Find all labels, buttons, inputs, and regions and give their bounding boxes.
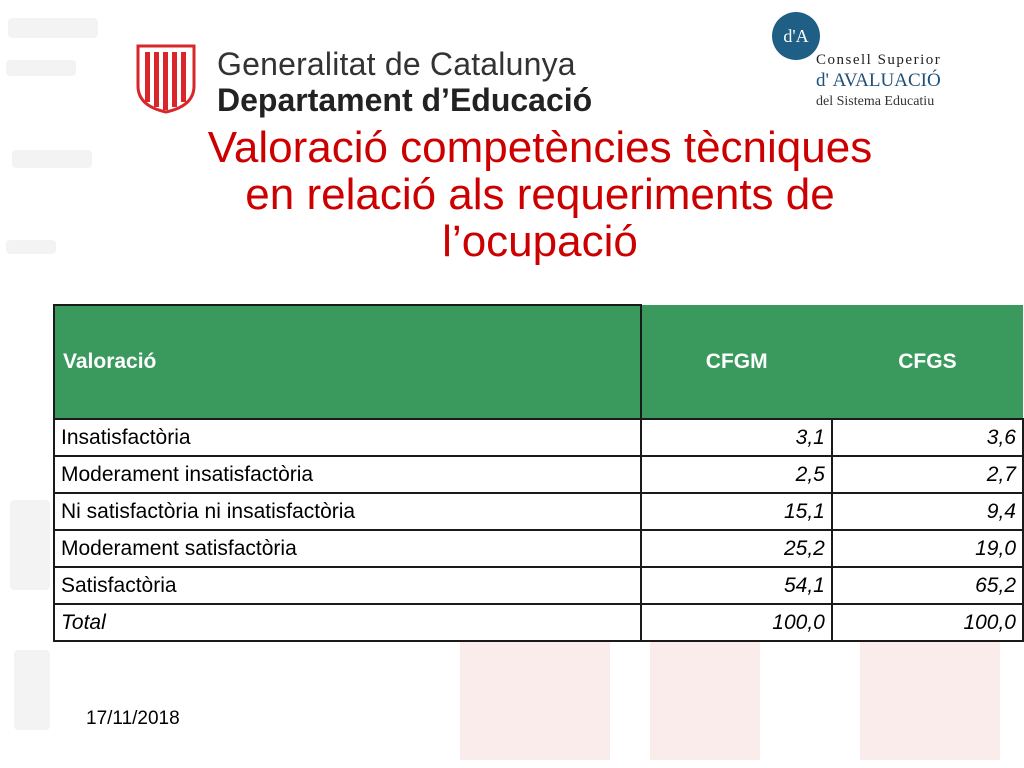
slide-date: 17/11/2018 — [86, 708, 180, 729]
row-label: Ni satisfactòria ni insatisfactòria — [54, 493, 641, 530]
cfgs-value: 2,7 — [832, 456, 1023, 493]
table-row — [54, 419, 1023, 456]
total-label: Total — [54, 604, 641, 641]
cfgm-value: 2,5 — [641, 456, 832, 493]
department-name: Departament d’Educació — [217, 82, 593, 118]
row-label: Moderament satisfactòria — [54, 530, 641, 567]
cfgs-value: 65,2 — [832, 567, 1023, 604]
title-line-1: Valoració competències tècniques — [207, 123, 873, 172]
table-total-row — [54, 604, 1023, 641]
row-label: Moderament insatisfactòria — [54, 456, 641, 493]
cfgm-total: 100,0 — [641, 604, 832, 641]
cfgm-value: 15,1 — [641, 493, 832, 530]
generalitat-name: Generalitat de Catalunya — [217, 46, 576, 82]
slide-title — [60, 124, 1020, 265]
cfgs-total: 100,0 — [832, 604, 1023, 641]
title-line-2: en relació als requeriments de — [245, 170, 835, 219]
table-row — [54, 493, 1023, 530]
generalitat-logo — [135, 44, 635, 118]
table-header-row — [54, 305, 1023, 419]
csa-line3: del Sistema Educatiu — [816, 94, 935, 109]
row-label: Satisfactòria — [54, 567, 641, 604]
valoracio-table — [53, 304, 1024, 642]
cfgm-value: 54,1 — [641, 567, 832, 604]
csa-logo — [772, 12, 962, 122]
generalitat-emblem-icon — [135, 44, 197, 114]
table-row — [54, 567, 1023, 604]
header-cfgs: CFGS — [832, 305, 1023, 419]
csa-line1: Consell Superior — [816, 52, 942, 68]
cfgm-value: 25,2 — [641, 530, 832, 567]
csa-line2: d' AVALUACIÓ — [816, 70, 941, 91]
header-cfgm: CFGM — [641, 305, 832, 419]
cfgm-value: 3,1 — [641, 419, 832, 456]
csa-seal-icon: d'A — [772, 12, 820, 60]
row-label: Insatisfactòria — [54, 419, 641, 456]
cfgs-value: 19,0 — [832, 530, 1023, 567]
title-line-3: l’ocupació — [442, 217, 638, 266]
header-valoracio: Valoració — [54, 305, 641, 419]
cfgs-value: 3,6 — [832, 419, 1023, 456]
table-row — [54, 530, 1023, 567]
table-row — [54, 456, 1023, 493]
cfgs-value: 9,4 — [832, 493, 1023, 530]
